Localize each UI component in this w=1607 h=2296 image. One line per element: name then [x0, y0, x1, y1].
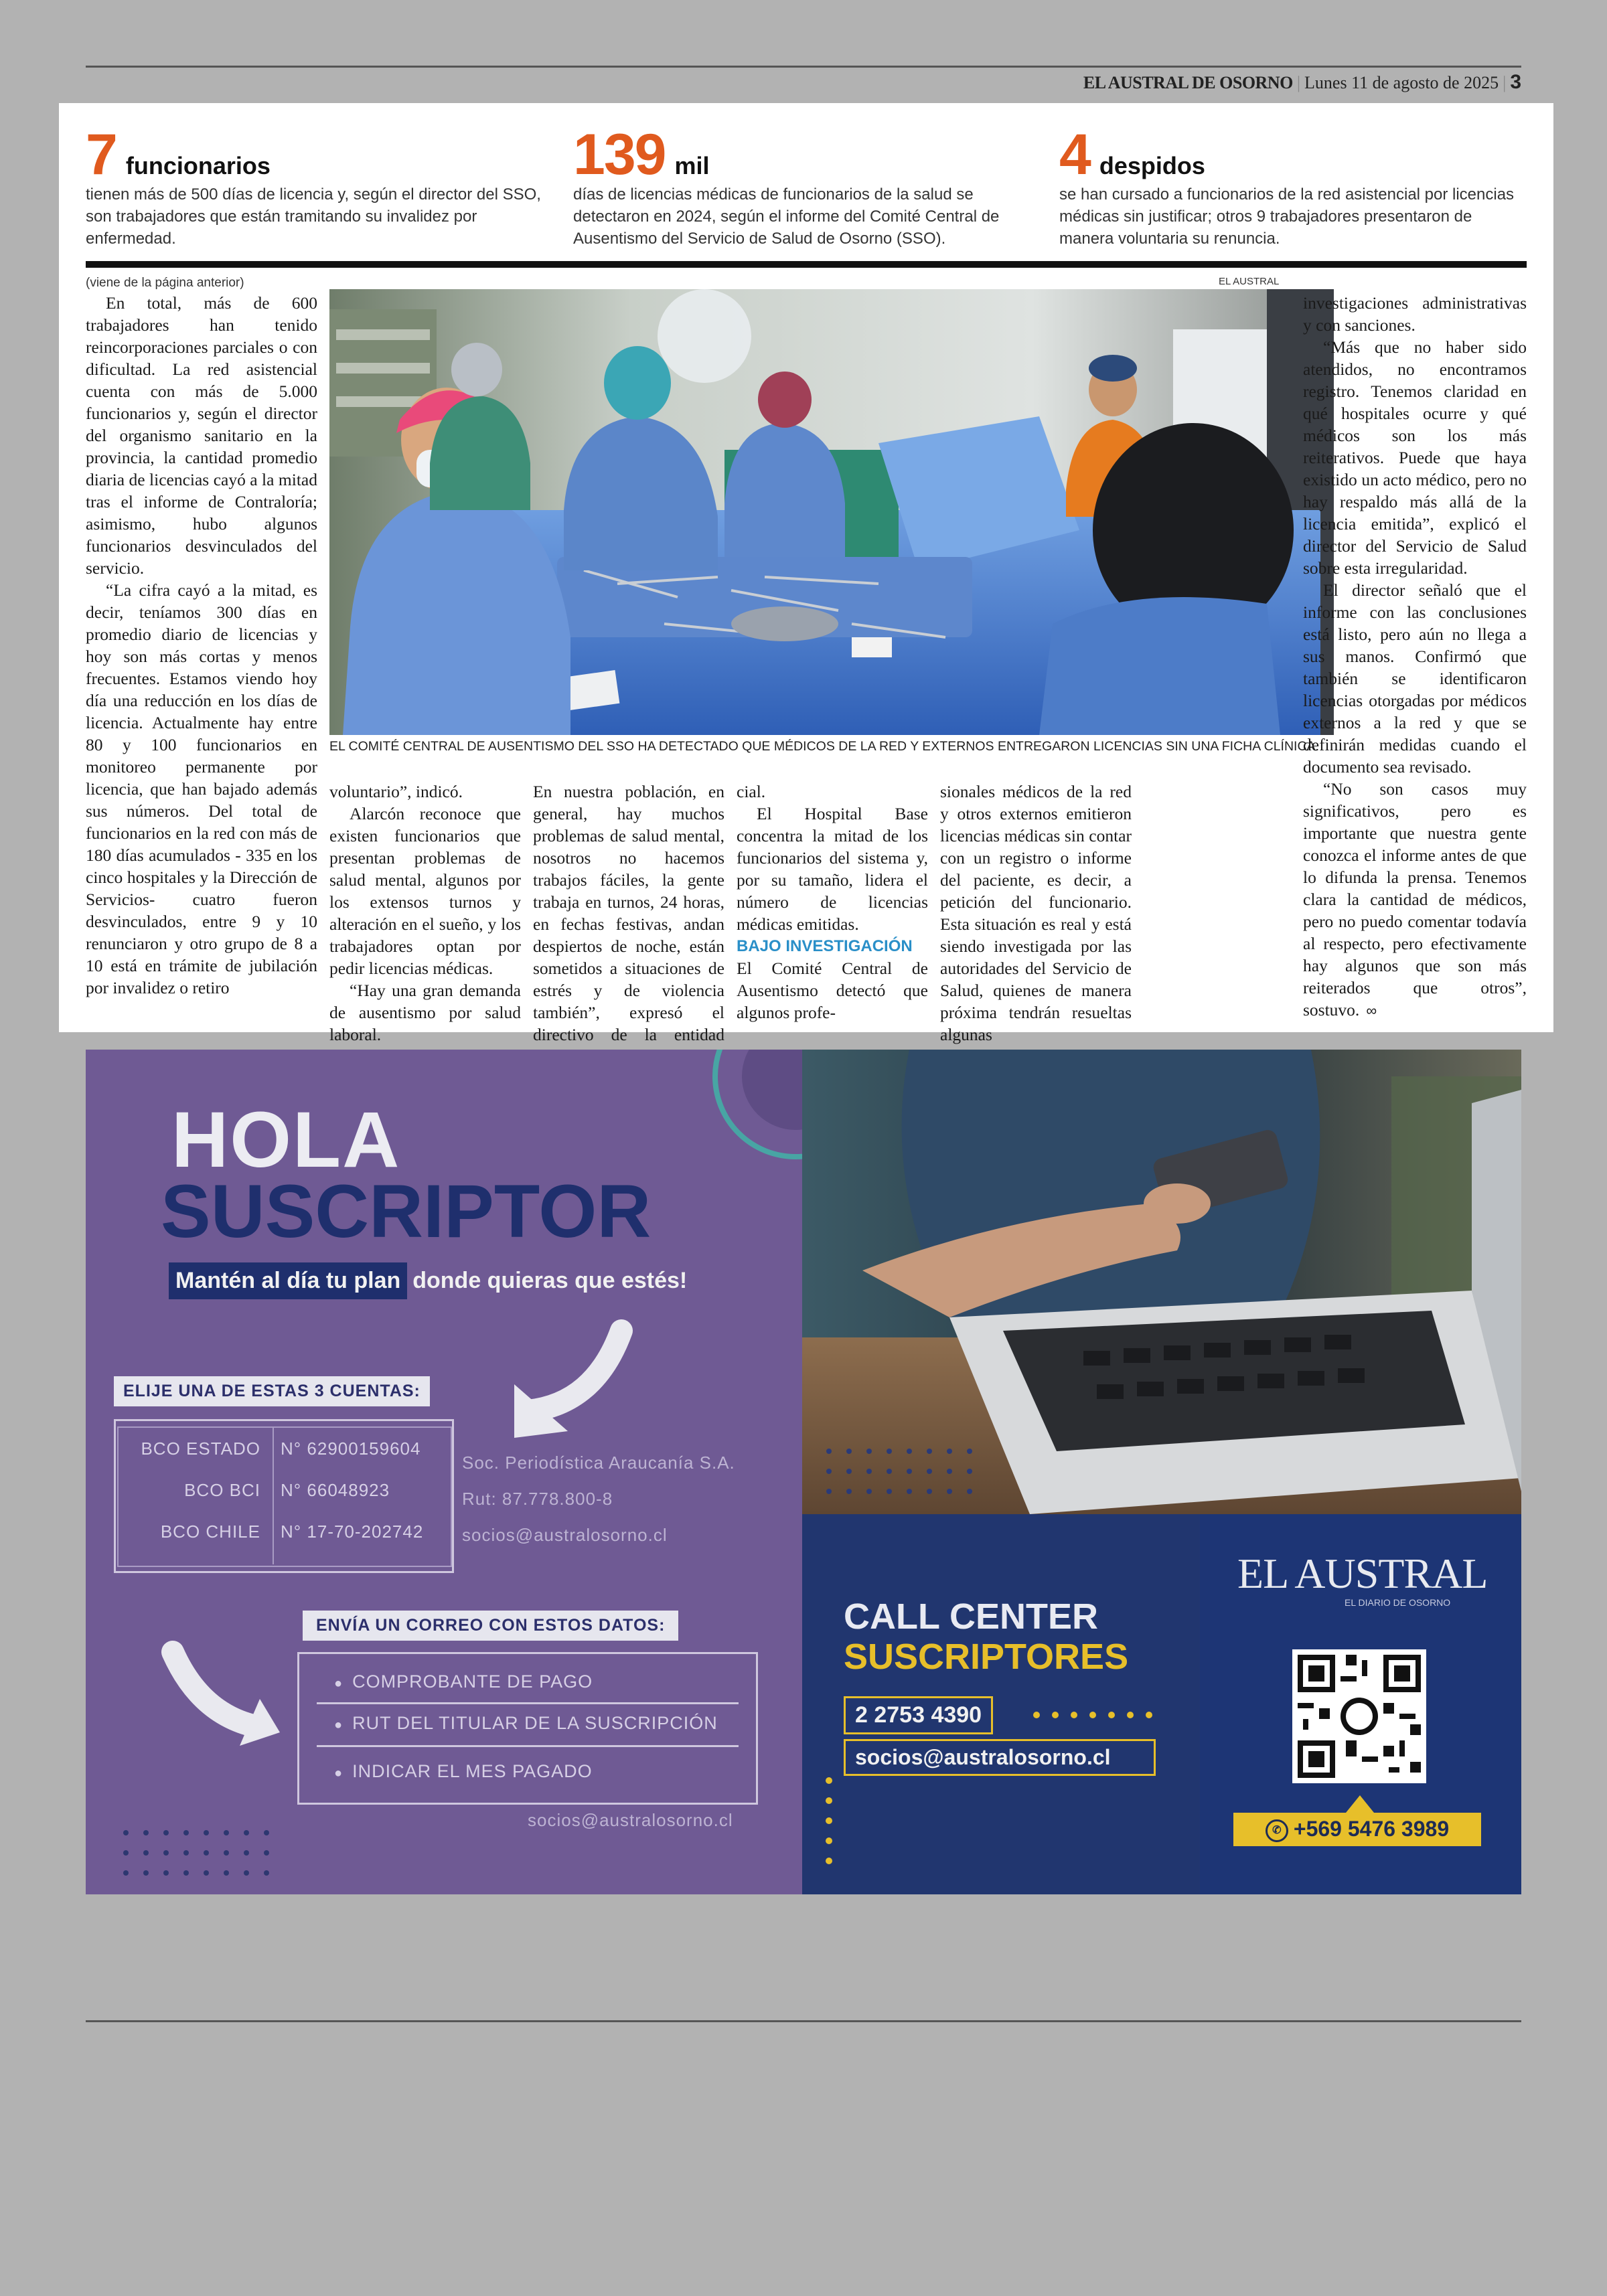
- photo-credit: EL AUSTRAL: [1219, 276, 1280, 287]
- ad-hola: HOLA: [171, 1096, 401, 1184]
- bottom-rule: [86, 2020, 1521, 2022]
- company-rut: Rut: 87.778.800-8: [462, 1489, 613, 1509]
- brand-logo: EL AUSTRAL: [1237, 1550, 1488, 1597]
- subscriber-ad: [86, 1050, 1521, 1894]
- paragraph: “Hay una gran demanda de ausentismo por salud laboral.: [329, 981, 521, 1044]
- article: [59, 103, 1553, 1044]
- company-email: socios@australosorno.cl: [462, 1525, 668, 1545]
- call-center-subtitle: SUSCRIPTORES: [844, 1637, 1129, 1677]
- ad-laptop-photo: [802, 1050, 1521, 1514]
- whatsapp-number[interactable]: [1233, 1813, 1481, 1846]
- stat-number: 139: [573, 122, 666, 187]
- account-number: N° 62900159604: [281, 1439, 421, 1459]
- send-title: ENVÍA UN CORREO CON ESTOS DATOS:: [303, 1611, 678, 1641]
- stat-box-1: [86, 122, 554, 250]
- article-column-2: [329, 781, 521, 1046]
- surgery-photo: [329, 289, 1334, 735]
- bank-name: BCO CHILE: [160, 1522, 260, 1542]
- send-email: socios@australosorno.cl: [528, 1810, 733, 1830]
- send-item: ● COMPROBANTE DE PAGO: [334, 1671, 593, 1692]
- ad-tagline: [169, 1262, 687, 1299]
- stat-unit: mil: [674, 152, 710, 179]
- qr-code[interactable]: [1292, 1649, 1426, 1783]
- call-center-email: socios@australosorno.cl: [844, 1739, 1156, 1776]
- paragraph: [1303, 778, 1527, 1021]
- accounts-title: ELIJE UNA DE ESTAS 3 CUENTAS:: [114, 1376, 430, 1406]
- stat-number: 4: [1059, 122, 1090, 187]
- ad-suscriptor: SUSCRIPTOR: [161, 1169, 652, 1253]
- paragraph: En nuestra población, en general, hay muchos problemas de salud mental, nosotros no hacemos trabajos fáciles, la gente trabaja en turnos, 24 horas, en fechas festivas, andan despiertos de noche, están sometidos a situaciones de estrés y de violencia también”, expresó el directivo de la entidad: [533, 782, 724, 1044]
- running-header: EL AUSTRAL DE OSORNO | Lunes 11 de agosto de 2025 | 3: [1083, 71, 1521, 93]
- paragraph: investigaciones administrativas y con sanciones.: [1303, 293, 1527, 335]
- photo-caption: EL COMITÉ CENTRAL DE AUSENTISMO DEL SSO HA DETECTADO QUE MÉDICOS DE LA RED Y EXTERNOS ENTREGARON LICENCIAS SIN UNA FICHA CLÍNICA.: [329, 739, 1319, 754]
- send-item: ● RUT DEL TITULAR DE LA SUSCRIPCIÓN: [334, 1713, 718, 1733]
- issue-date: Lunes 11 de agosto de 2025: [1304, 73, 1499, 92]
- whatsapp-number-text: +569 5476 3989: [1293, 1817, 1450, 1841]
- account-number: N° 66048923: [281, 1480, 390, 1500]
- paragraph: El director señaló que el informe con las conclusiones está listo, pero aún no llega a sus manos. Confirmó que también se identificaron licencias otorgadas por médicos externos a la red y que se definirán medidas cuando el documento sea revisado.: [1303, 580, 1527, 776]
- paragraph: El Comité Central de Ausentismo detectó que algunos profe-: [737, 959, 928, 1022]
- paragraph: voluntario”, indicó.: [329, 782, 463, 801]
- brand-subtitle: EL DIARIO DE OSORNO: [1345, 1597, 1451, 1608]
- paragraph: sionales médicos de la red y otros externos emitieron licencias médicas sin contar con un registro o informe del paciente, es decir, a petición del funcionario. Esta situación es real y está siendo investigada por las autoridades del Servicio de Salud, quienes de manera próxima tendrán resueltas algunas: [940, 782, 1132, 1044]
- page-number: 3: [1510, 71, 1521, 93]
- company-name: Soc. Periodística Araucanía S.A.: [462, 1453, 735, 1473]
- stat-unit: funcionarios: [125, 152, 271, 179]
- stat-number: 7: [86, 122, 117, 187]
- call-center-phone: 2 2753 4390: [844, 1696, 993, 1734]
- article-column-4: [737, 781, 928, 1023]
- paragraph: Alarcón reconoce que existen funcionarios que presentan problemas de salud mental, algunos por los extensos turnos y alteración en el sueño, y los trabajadores optan por pedir licencias médicas.: [329, 804, 521, 978]
- send-item-text: INDICAR EL MES PAGADO: [352, 1761, 593, 1781]
- stat-description: días de licencias médicas de funcionarios de la salud se detectaron en 2024, según el informe del Comité Central de Ausentismo del Servicio de Salud de Osorno (SSO).: [573, 185, 1000, 248]
- paragraph: “La cifra cayó a la mitad, es decir, teníamos 300 días en promedio diario de licencias y hoy son más cortas y menos frecuentes. Estamos viendo hoy día una reducción en los días de licencia. Actualmente hay entre 80 y 100 funcionarios en monitoreo permanente por licencia, que han bajado además sus números. Del total de funcionarios en la red con más de 180 días acumulados - 335 en los cinco hospitales y la Dirección de Servicios- cuatro fueron desvinculados, entre 9 y 10 renunciaron y otro grupo de 8 a 10 está en trámite de jubilación por invalidez o retiro: [86, 580, 317, 997]
- subheading: BAJO INVESTIGACIÓN: [737, 937, 913, 955]
- stat-unit: despidos: [1099, 152, 1205, 179]
- top-rule: [86, 66, 1521, 68]
- tagline-rest: donde quieras que estés!: [412, 1268, 688, 1293]
- whatsapp-icon: ✆: [1266, 1819, 1288, 1842]
- send-item: ● INDICAR EL MES PAGADO: [334, 1761, 593, 1781]
- paragraph: “Más que no haber sido atendidos, no encontramos registro. Tenemos claridad en qué hospitales ocurre y qué médicos son los más reiterativos. Puede que haya existido un acto médico, pero no hay respaldo más allá de la licencia emitida”, explicó el director del Servicio de Salud sobre esta irregularidad.: [1303, 337, 1527, 578]
- tagline-highlight: Mantén al día tu plan: [169, 1262, 407, 1299]
- end-mark: ∞: [1366, 1002, 1377, 1019]
- ad-call-center: [802, 1514, 1200, 1894]
- paragraph-text: “No son casos muy significativos, pero es importante que nuestra gente conozca el informe antes de que lo difunda la prensa. Tenemos clara la cantidad de médicos, pero no puedo comentar todavía al respecto, pero efectivamente hay algunos que son más reiterados que otros”, sostuvo.: [1303, 779, 1527, 1019]
- stat-description: se han cursado a funcionarios de la red asistencial por licencias médicas sin justificar; otros 9 trabajadores presentaron de manera voluntaria su renuncia.: [1059, 185, 1515, 248]
- send-item-text: RUT DEL TITULAR DE LA SUSCRIPCIÓN: [352, 1713, 718, 1733]
- continued-note: (viene de la página anterior): [86, 276, 244, 290]
- article-column-6: [1303, 292, 1527, 1021]
- bank-name: BCO BCI: [184, 1480, 260, 1500]
- publication-name: EL AUSTRAL DE OSORNO: [1083, 73, 1293, 92]
- bank-name: BCO ESTADO: [141, 1439, 260, 1459]
- send-list: [297, 1652, 758, 1805]
- paragraph: cial.: [737, 782, 766, 801]
- paragraph: El Hospital Base concentra la mitad de los funcionarios del sistema y, por su tamaño, lidera el número de licencias médicas emitidas.: [737, 804, 928, 934]
- section-rule: [86, 261, 1527, 268]
- stat-box-3: [1059, 122, 1528, 250]
- article-column-5: [940, 781, 1132, 1046]
- account-number: N° 17-70-202742: [281, 1522, 424, 1542]
- ad-left-panel: [86, 1050, 802, 1894]
- article-column-1: [86, 292, 317, 999]
- stat-box-2: [573, 122, 1042, 250]
- stat-description: tienen más de 500 días de licencia y, según el director del SSO, son trabajadores que están tramitando su invalidez por enfermedad.: [86, 185, 541, 248]
- ad-brand-panel: [1200, 1514, 1521, 1894]
- article-column-3: [533, 781, 724, 1068]
- call-center-title: CALL CENTER: [844, 1596, 1099, 1637]
- paragraph: En total, más de 600 trabajadores han tenido reincorporaciones parciales o con dificultad. La red asistencial cuenta con más de 5.000 funcionarios y, según el director del organismo sanitario en la provincia, la cantidad promedio diaria de licencias cayó a la mitad tras el informe de Contraloría; asimismo, hubo algunos funcionarios desvinculados del servicio.: [86, 293, 317, 578]
- send-item-text: COMPROBANTE DE PAGO: [352, 1671, 593, 1692]
- accounts-table: [114, 1419, 454, 1573]
